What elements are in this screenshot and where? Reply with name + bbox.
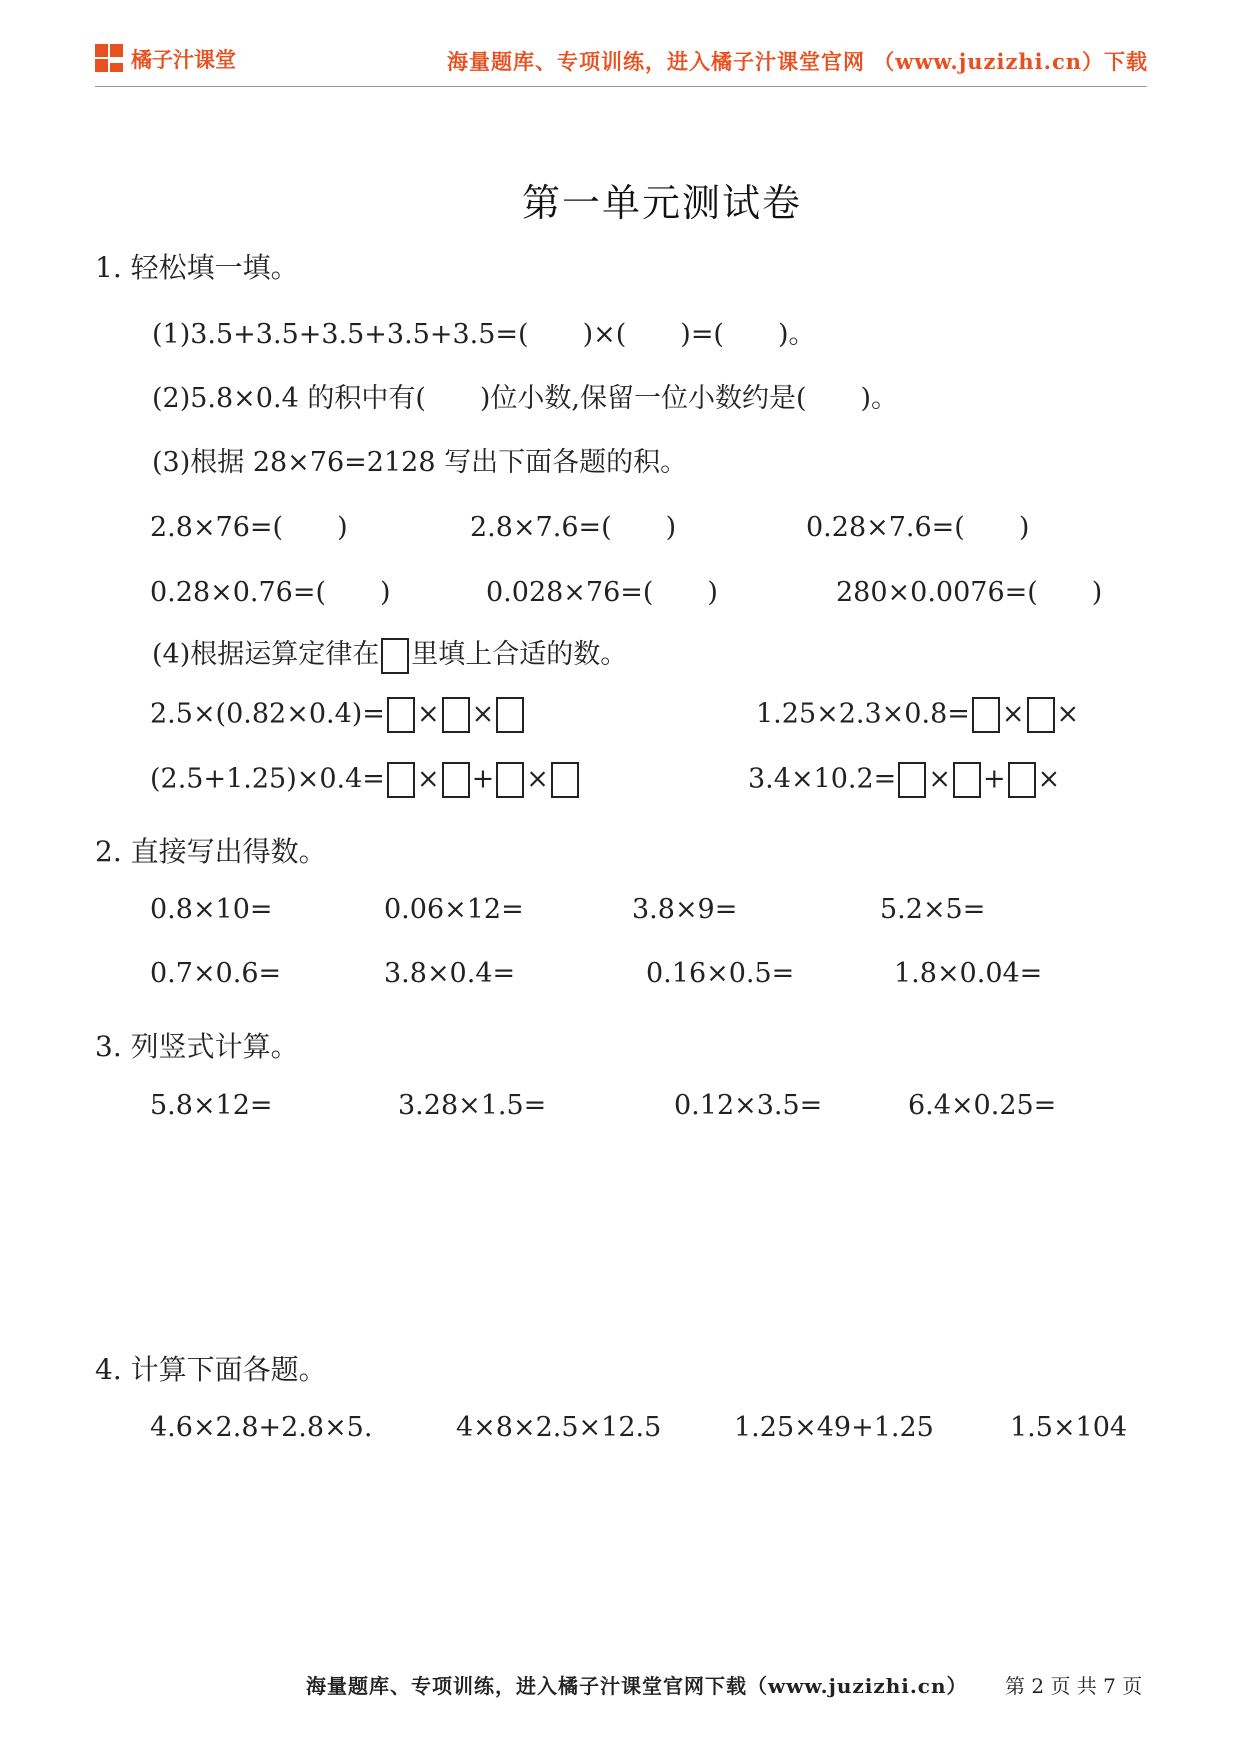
law-expression: (2.5+1.25)×0.4= [150,763,385,795]
oral-item: 0.16×0.5= [646,958,795,989]
calc-item: 4×8×2.5×12.5 [456,1412,662,1443]
law-item-a [150,697,526,733]
answer-box[interactable] [387,762,415,798]
law-expression: 2.5×(0.82×0.4)= [150,698,385,730]
question-1-part-4 [152,632,627,674]
answer-box[interactable] [1027,697,1055,733]
times-sign: × [416,698,440,730]
product-item: 2.8×7.6=( ) [470,512,677,543]
question-3-heading: 3. 列竖式计算。 [95,1030,299,1063]
logo [95,44,236,74]
product-item: 2.8×76=( ) [150,512,348,543]
product-item: 0.028×76=( ) [486,577,718,608]
product-item: 0.28×7.6=( ) [806,512,1030,543]
oral-item: 3.8×0.4= [384,958,516,989]
page-title: 第一单元测试卷 [521,181,802,225]
times-sign: × [526,763,549,795]
calc-item: 4.6×2.8+2.8×5. [150,1412,373,1443]
plus-sign: + [982,763,1006,795]
answer-box[interactable] [496,762,524,798]
answer-box[interactable] [953,762,981,798]
oral-item: 0.7×0.6= [150,958,282,989]
logo-icon [95,44,125,74]
law-item-d [748,762,1060,798]
law-item-b [756,697,1079,733]
times-sign: × [471,698,495,730]
part-4-text-before: (4)根据运算定律在 [152,639,380,670]
times-sign: × [1001,698,1025,730]
plus-sign: + [471,763,495,795]
answer-box[interactable] [898,762,926,798]
vertical-calc-item: 6.4×0.25= [908,1090,1057,1121]
question-1-part-1: (1)3.5+3.5+3.5+3.5+3.5=( )×( )=( )。 [152,319,816,350]
law-item-c [150,762,581,798]
logo-text: 橘子汁课堂 [131,48,236,72]
answer-box[interactable] [387,697,415,733]
header-slogan: 海量题库、专项训练，进入橘子汁课堂官网 （www.juzizhi.cn）下载 [446,49,1148,74]
footer-text: 海量题库、专项训练，进入橘子汁课堂官网下载（www.juzizhi.cn） [306,1674,968,1698]
answer-box[interactable] [442,697,470,733]
law-expression: 3.4×10.2= [748,763,897,795]
oral-item: 5.2×5= [880,894,986,925]
answer-box[interactable] [551,762,579,798]
answer-box[interactable] [496,697,524,733]
calc-item: 1.25×49+1.25 [734,1412,934,1443]
law-expression: 1.25×2.3×0.8= [756,698,970,730]
times-sign: × [1037,763,1061,795]
oral-item: 0.8×10= [150,894,273,925]
times-sign: × [1056,698,1080,730]
product-item: 0.28×0.76=( ) [150,577,391,608]
times-sign: × [928,763,951,795]
question-4-heading: 4. 计算下面各题。 [95,1353,327,1386]
oral-item: 0.06×12= [384,894,524,925]
answer-box[interactable] [1008,762,1036,798]
question-1-heading: 1. 轻松填一填。 [95,251,299,284]
page-number: 第 2 页 共 7 页 [1005,1674,1143,1698]
oral-item: 1.8×0.04= [894,958,1043,989]
question-1-part-2: (2)5.8×0.4 的积中有( )位小数,保留一位小数约是( )。 [152,383,899,414]
oral-item: 3.8×9= [632,894,738,925]
answer-box[interactable] [972,697,1000,733]
times-sign: × [416,763,440,795]
question-1-part-3: (3)根据 28×76=2128 写出下面各题的积。 [152,447,688,478]
vertical-calc-item: 5.8×12= [150,1090,273,1121]
answer-box[interactable] [442,762,470,798]
part-4-text-after: 里填上合适的数。 [411,639,628,670]
calc-item: 1.5×104 [1010,1412,1128,1443]
vertical-calc-item: 0.12×3.5= [674,1090,823,1121]
product-item: 280×0.0076=( ) [836,577,1103,608]
answer-box [381,638,409,674]
vertical-calc-item: 3.28×1.5= [398,1090,547,1121]
header-divider [95,86,1147,87]
question-2-heading: 2. 直接写出得数。 [95,835,327,868]
